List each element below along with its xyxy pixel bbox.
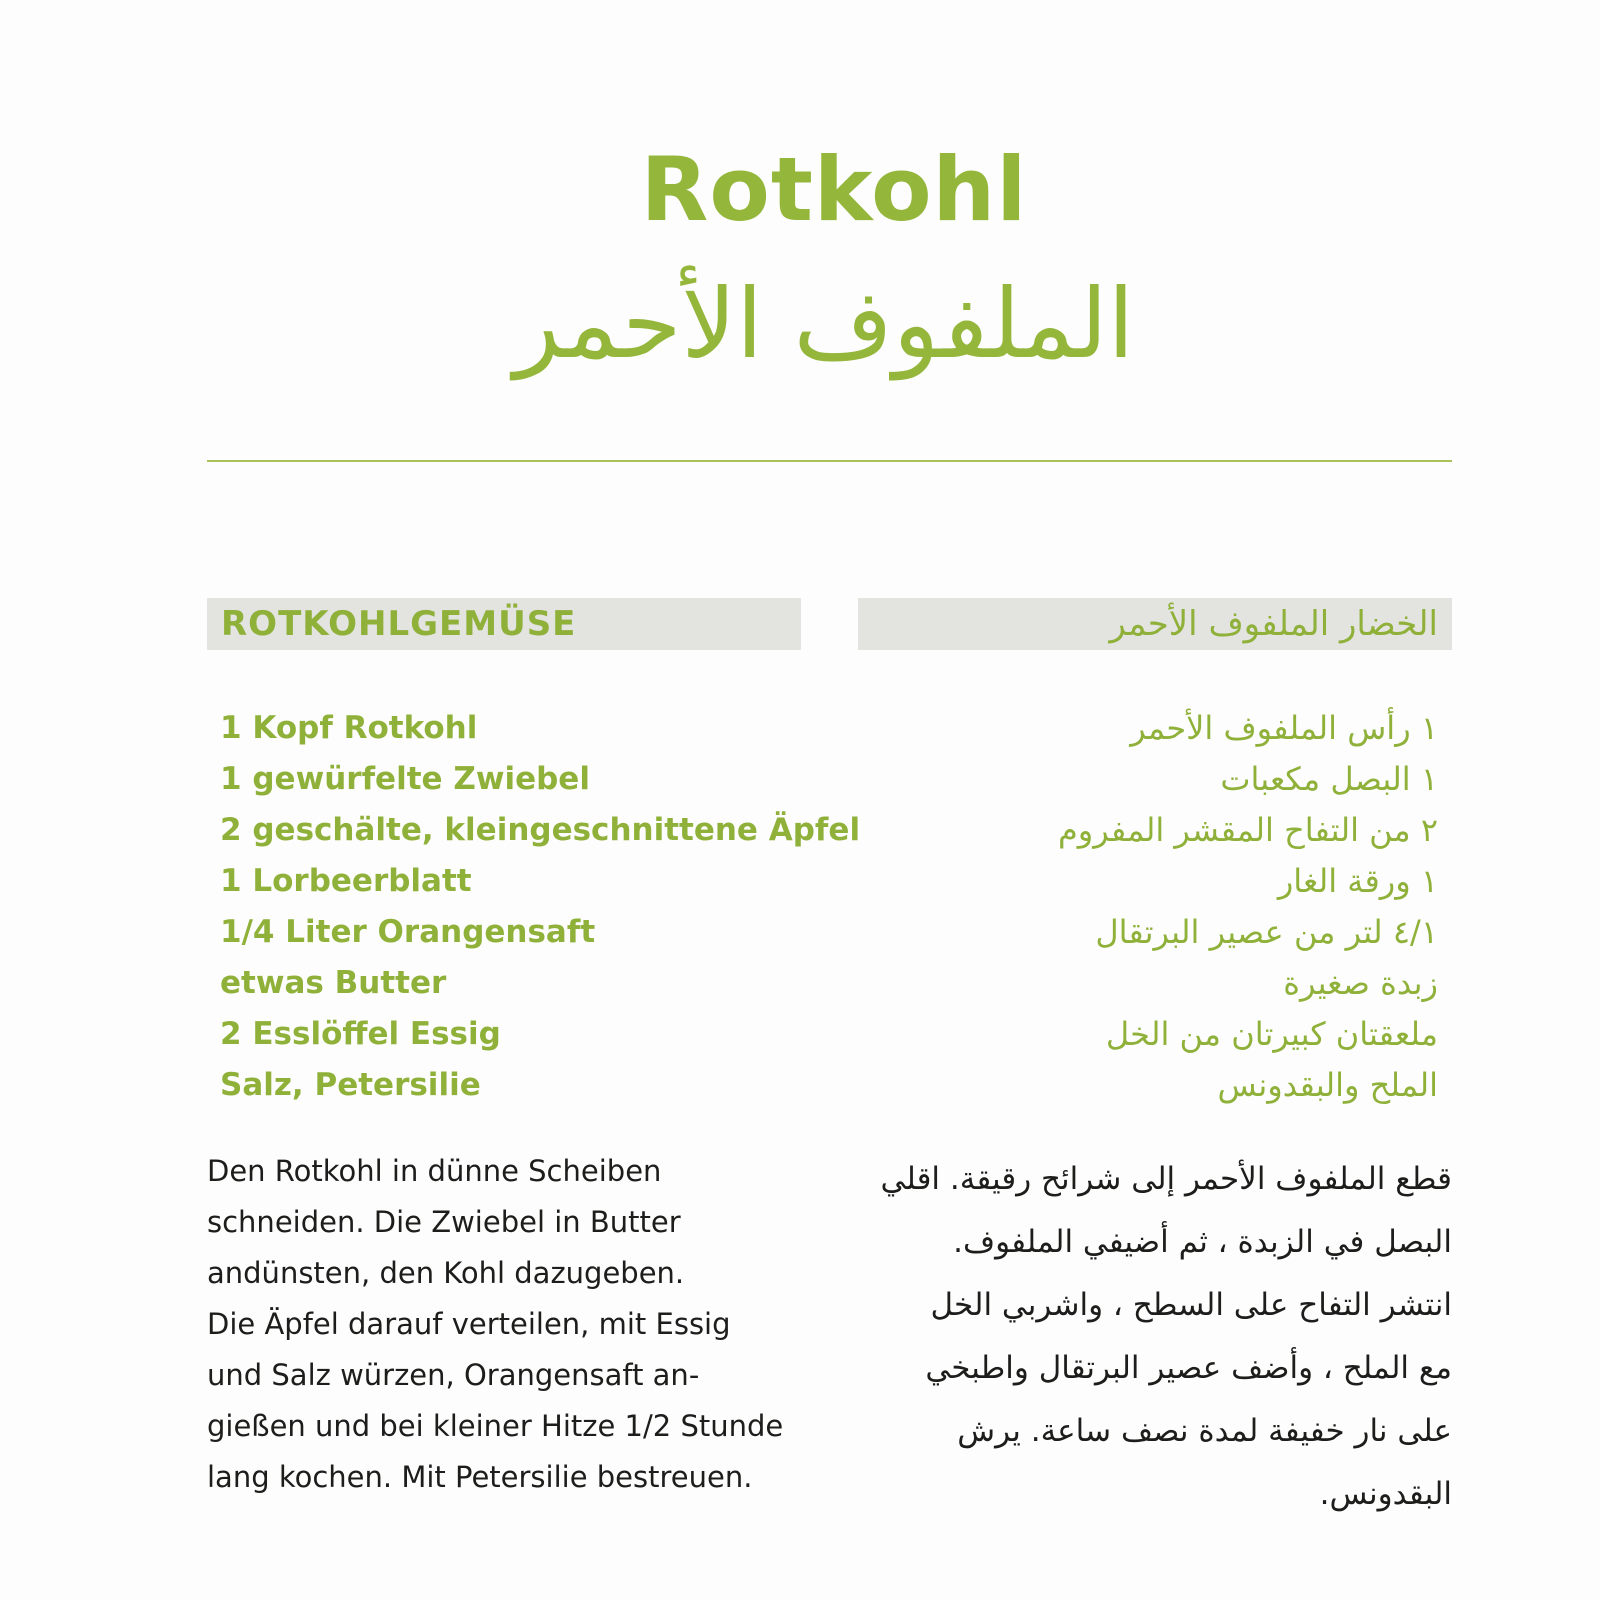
section-heading-arabic-label: الخضار الملفوف الأحمر — [1109, 604, 1438, 644]
title-german: Rotkohl — [640, 138, 1028, 241]
ingredient-item: ١ رأس الملفوف الأحمر — [1130, 709, 1438, 747]
ingredient-item: 2 geschälte, kleingeschnittene Äpfel — [220, 812, 861, 848]
ingredient-item: 1 Lorbeerblatt — [220, 863, 472, 899]
section-heading-arabic — [858, 598, 1452, 650]
method-line: البقدونس. — [1319, 1476, 1452, 1512]
method-line: schneiden. Die Zwiebel in Butter — [207, 1205, 681, 1239]
ingredient-item: ١ ورقة الغار — [1277, 862, 1438, 900]
ingredient-item: 1 Kopf Rotkohl — [220, 710, 478, 746]
ingredient-item: etwas Butter — [220, 965, 447, 1001]
ingredient-item: Salz, Petersilie — [220, 1067, 481, 1103]
method-line: gießen und bei kleiner Hitze 1/2 Stunde — [207, 1409, 784, 1443]
method-text-german — [207, 1146, 817, 1503]
method-line: البصل في الزبدة ، ثم أضيفي الملفوف. — [953, 1224, 1452, 1260]
method-line: مع الملح ، وأضف عصير البرتقال واطبخي — [925, 1350, 1452, 1386]
ingredient-item: زبدة صغيرة — [1283, 964, 1438, 1002]
title-divider — [207, 460, 1452, 462]
method-line: und Salz würzen, Orangensaft an- — [207, 1358, 700, 1392]
ingredient-item: 1 gewürfelte Zwiebel — [220, 761, 590, 797]
method-line: Die Äpfel darauf verteilen, mit Essig — [207, 1307, 731, 1341]
ingredients-list-arabic — [858, 703, 1438, 1111]
ingredient-item: ١ البصل مكعبات — [1220, 760, 1438, 798]
method-line: Den Rotkohl in dünne Scheiben — [207, 1154, 662, 1188]
method-line: lang kochen. Mit Petersilie bestreuen. — [207, 1460, 753, 1494]
ingredient-item: ملعقتان كبيرتان من الخل — [1105, 1015, 1438, 1053]
ingredient-item: ٤/١ لتر من عصير البرتقال — [1095, 913, 1438, 951]
ingredient-item: ٢ من التفاح المقشر المفروم — [1057, 811, 1438, 849]
method-text-arabic — [858, 1148, 1452, 1526]
method-line: andünsten, den Kohl dazugeben. — [207, 1256, 685, 1290]
section-heading-german — [207, 598, 801, 650]
section-heading-german-label: ROTKOHLGEMÜSE — [221, 604, 577, 644]
method-line: على نار خفيفة لمدة نصف ساعة. يرش — [957, 1413, 1452, 1449]
ingredient-item: 1/4 Liter Orangensaft — [220, 914, 596, 950]
ingredient-item: الملح والبقدونس — [1217, 1066, 1438, 1104]
ingredient-item: 2 Esslöffel Essig — [220, 1016, 501, 1052]
title-arabic: الملفوف الأحمر — [513, 268, 1135, 380]
method-line: انتشر التفاح على السطح ، واشربي الخل — [930, 1287, 1452, 1323]
method-line: قطع الملفوف الأحمر إلى شرائح رقيقة. اقلي — [880, 1161, 1452, 1197]
ingredients-list-german — [220, 703, 861, 1111]
